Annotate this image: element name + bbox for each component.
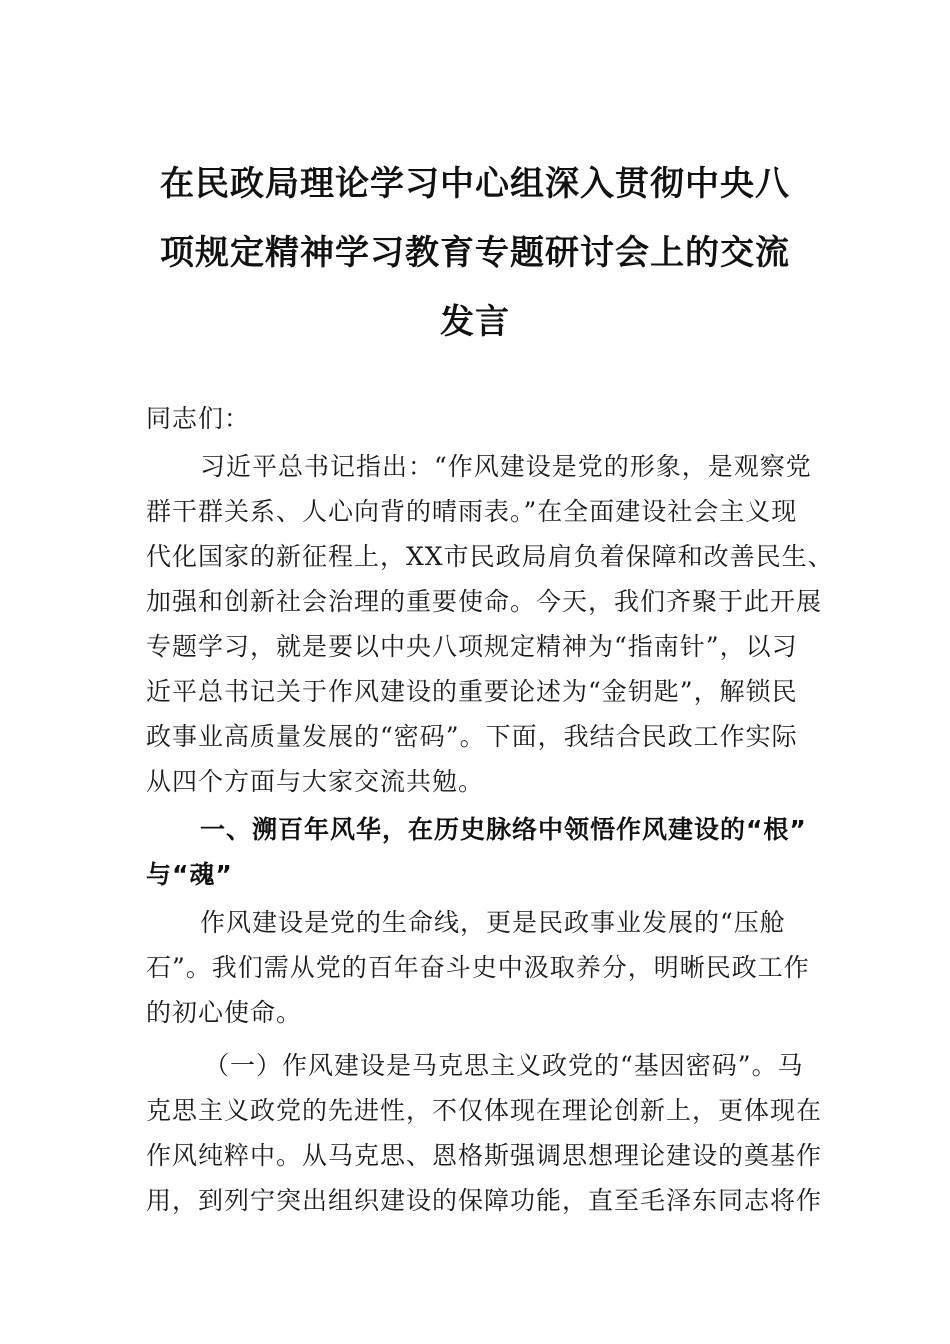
paragraph-line: 作风纯粹中。从马克思、恩格斯强调思想理论建设的奠基作 <box>146 1141 823 1170</box>
paragraph-line: 习近平总书记指出：“作风建设是党的形象，是观察党 <box>200 452 812 481</box>
paragraph-intro <box>146 444 834 804</box>
title-line-2: 项规定精神学习教育专题研讨会上的交流 <box>160 233 790 273</box>
paragraph-line: 石”。我们需从党的百年奋斗史中汲取养分，明晰民政工作 <box>146 953 810 982</box>
paragraph-line: 群干群关系、人心向背的晴雨表。”在全面建设社会主义现 <box>146 497 798 526</box>
paragraph-line: 加强和创新社会治理的重要使命。今天，我们齐聚于此开展 <box>146 587 823 616</box>
paragraph-line: 专题学习，就是要以中央八项规定精神为“指南针”，以习 <box>146 632 798 661</box>
paragraph-line: （一）作风建设是马克思主义政党的“基因密码”。马 <box>204 1051 804 1080</box>
document-body <box>146 396 834 1223</box>
section-heading-1 <box>146 807 808 897</box>
paragraph-line: 政事业高质量发展的“密码”。下面，我结合民政工作实际 <box>146 722 798 751</box>
document-title <box>140 150 810 357</box>
paragraph-line: 克思主义政党的先进性，不仅体现在理论创新上，更体现在 <box>146 1096 823 1125</box>
paragraph-line: 的初心使命。 <box>146 998 303 1027</box>
title-line-1: 在民政局理论学习中心组深入贯彻中央八 <box>160 164 790 204</box>
heading-line: 与“魂” <box>146 860 233 889</box>
paragraph-line: 用，到列宁突出组织建设的保障功能，直至毛泽东同志将作 <box>146 1186 823 1215</box>
paragraph-subsection-1 <box>146 1043 823 1223</box>
paragraph-line: 作风建设是党的生命线，更是民政事业发展的“压舱 <box>200 908 786 937</box>
paragraph-line: 近平总书记关于作风建设的重要论述为“金钥匙”，解锁民 <box>146 677 798 706</box>
salutation: 同志们： <box>146 404 251 433</box>
heading-line: 一、溯百年风华，在历史脉络中领悟作风建设的“根” <box>200 815 807 844</box>
title-line-3: 发言 <box>440 302 510 342</box>
paragraph-section-1-intro <box>146 900 808 1035</box>
paragraph-line: 从四个方面与大家交流共勉。 <box>146 767 485 796</box>
paragraph-line: 代化国家的新征程上，XX市民政局肩负着保障和改善民生、 <box>146 542 834 571</box>
